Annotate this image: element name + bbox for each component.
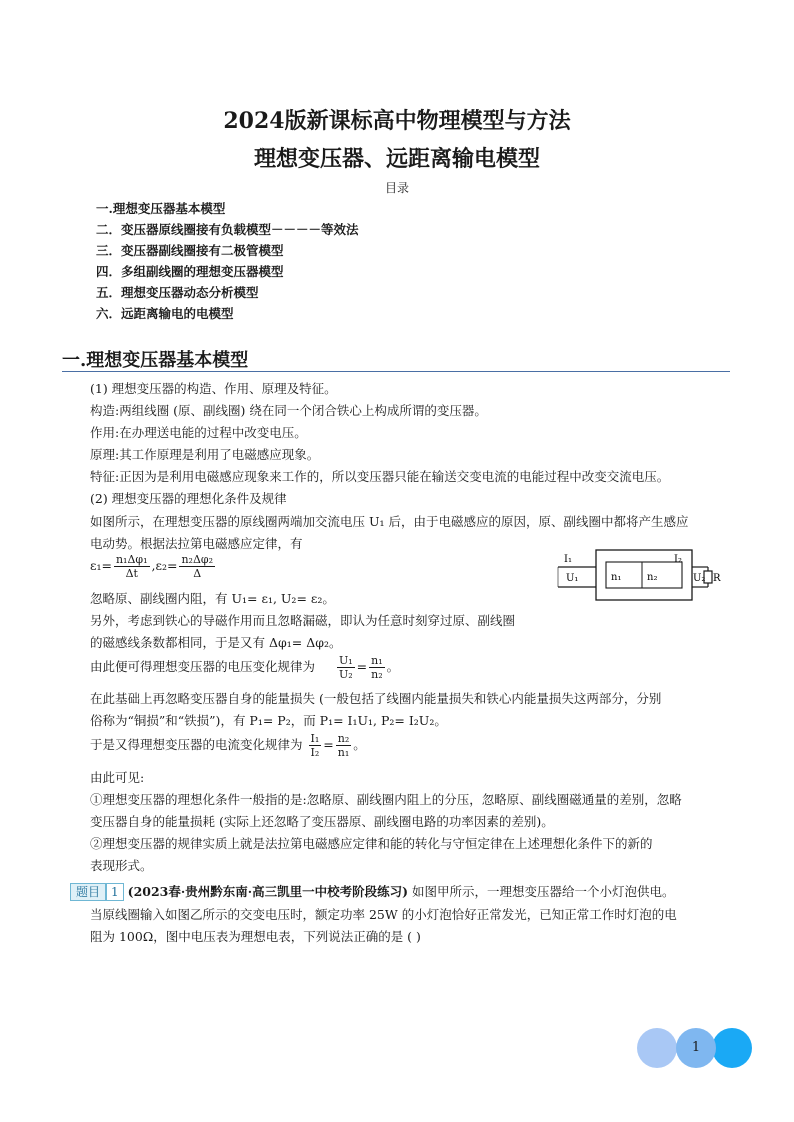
paragraph: ②理想变压器的规律实质上就是法拉第电磁感应定律和能的转化与守恒定律在上述理想化条件下的新的 [90,836,653,851]
question-tag: 题目 [70,883,106,901]
paragraph: 构造:两组线圈 (原、副线圈) 绕在同一个闭合铁心上构成所谓的变压器。 [90,403,487,418]
paragraph: 特征:正因为是利用电磁感应现象来工作的，所以变压器只能在输送交变电流的电能过程中改变交流电压。 [90,469,670,484]
paragraph: 电动势。根据法拉第电磁感应定律，有 [90,536,303,551]
paragraph: (1) 理想变压器的构造、作用、原理及特征。 [90,381,337,396]
toc-item[interactable]: 二．变压器原线圈接有负载模型－－－－等效法 [96,222,359,237]
label-n2: n₂ [647,572,658,583]
paragraph: 在此基础上再忽略变压器自身的能量损失 (一般包括了线圈内能量损失和铁心内能量损失这两部分，分别 [90,691,662,706]
paragraph: 的磁感线条数都相同，于是又有 Δφ₁= Δφ₂。 [90,635,342,650]
emf-equation: ε₁= $\frac{\text{n₁Δφ₁}}{\Delta t}$ ,ε₂= $\frac{\text{n₂Δφ₂}}{\Delta}$ [90,553,214,580]
paragraph: 如图所示，在理想变压器的原线圈两端加交流电压 U₁ 后，由于电磁感应的原因，原、副线圈中都将产生感应 [90,514,689,529]
doc-title: 2024版新课标高中物理模型与方法 [223,108,571,134]
label-i1: I₁ [564,554,572,565]
transformer-diagram [556,545,721,605]
paragraph: 忽略原、副线圈内阻，有 U₁= ε₁, U₂= ε₂。 [90,591,335,606]
question-header: 题目 1 (2023春·贵州黔东南·高三凯里一中校考阶段练习) 如图甲所示，一理想变压器给一个小灯泡供电。 [70,883,674,901]
label-i2: I₂ [674,554,682,565]
page-number: 1 [691,1040,701,1055]
label-u2: U₂ [693,573,706,584]
question-text: 阻为 100Ω，图中电压表为理想电表，下列说法正确的是 ( ) [90,929,421,944]
voltage-law: 由此便可得理想变压器的电压变化规律为 $\frac{\text{U₁}}{\text{U₂}}$ = $\frac{\text{n₁}}{\text{n₂}}$ 。 [90,654,400,681]
paragraph: 原理:其工作原理是利用了电磁感应现象。 [90,447,320,462]
doc-subtitle: 理想变压器、远距离输电模型 [253,146,540,172]
page-decoration [712,1028,752,1068]
label-n1: n₁ [611,572,622,583]
paragraph: 变压器自身的能量损耗 (实际上还忽略了变压器原、副线圈电路的功率因素的差别)。 [90,814,554,829]
toc-item[interactable]: 一.理想变压器基本模型 [96,201,226,216]
section-divider [62,371,730,372]
paragraph: 由此可见: [90,770,145,785]
question-text: 当原线圈输入如图乙所示的交变电压时，额定功率 25W 的小灯泡恰好正常发光，已知正常工作时灯泡的电 [90,907,677,922]
question-number: 1 [106,883,124,901]
page-decoration [637,1028,677,1068]
paragraph: 表现形式。 [90,858,153,873]
toc-title: 目录 [384,181,409,195]
toc-item[interactable]: 六．远距离输电的电模型 [96,306,234,321]
paragraph: 另外，考虑到铁心的导磁作用而且忽略漏磁，即认为任意时刻穿过原、副线圈 [90,613,516,628]
paragraph: ①理想变压器的理想化条件一般指的是:忽略原、副线圈内阻上的分压，忽略原、副线圈磁通量的差别，忽略 [90,792,682,807]
section-heading: 一.理想变压器基本模型 [62,350,249,371]
toc-item[interactable]: 四．多组副线圈的理想变压器模型 [96,264,284,279]
toc-item[interactable]: 三．变压器副线圈接有二极管模型 [96,243,284,258]
label-u1: U₁ [566,573,579,584]
current-law: 于是又得理想变压器的电流变化规律为 $\frac{\text{I₁}}{\text{I₂}}$ = $\frac{\text{n₂}}{\text{n₁}}$ 。 [90,732,366,759]
paragraph: 作用:在办理送电能的过程中改变电压。 [90,425,307,440]
paragraph: 俗称为“铜损”和“铁损”)，有 P₁= P₂，而 P₁= I₁U₁, P₂= I₂U₂。 [90,713,447,728]
table-of-contents [96,198,359,324]
label-r: R [713,573,721,584]
toc-item[interactable]: 五．理想变压器动态分析模型 [96,285,259,300]
paragraph: (2) 理想变压器的理想化条件及规律 [90,491,287,506]
